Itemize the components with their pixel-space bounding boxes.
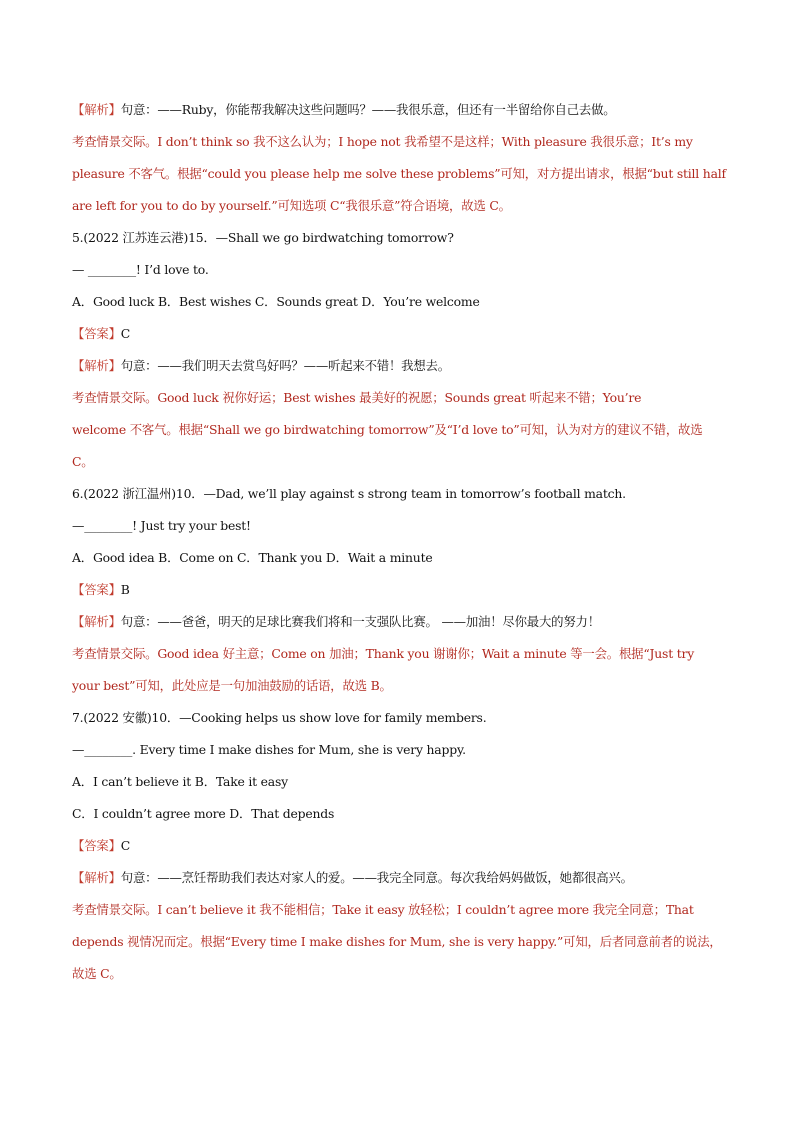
text-line <box>72 870 732 886</box>
line-text: 考查情景交际。I can’t believe it 我不能相信；Take it easy 放轻松；I couldn’t agree more 我完全同意；That <box>72 902 694 917</box>
section-tag: 【答案】 <box>72 326 121 341</box>
line-text: C <box>120 326 131 341</box>
line-text: 6.(2022 浙江温州)10．—Dad, we’ll play against s strong team in tomorrow’s football match. <box>72 486 626 501</box>
text-line <box>72 390 732 406</box>
text-line <box>72 166 732 182</box>
text-line <box>72 486 732 502</box>
text-line <box>72 678 732 694</box>
text-line <box>72 902 732 918</box>
text-line <box>72 582 732 598</box>
text-line <box>72 262 732 278</box>
text-line <box>72 934 732 950</box>
line-text: 句意：——烹饪帮助我们表达对家人的爱。——我完全同意。每次我给妈妈做饭，她都很高兴。 <box>120 870 633 885</box>
text-line <box>72 134 732 150</box>
line-text: welcome 不客气。根据“Shall we go birdwatching tomorrow”及“I’d love to”可知，认为对方的建议不错，故选 <box>72 422 703 437</box>
text-line <box>72 646 732 662</box>
line-text: pleasure 不客气。根据“could you please help me solve these problems”可知，对方提出请求，根据“but still half <box>72 166 726 181</box>
text-line <box>72 966 732 982</box>
section-tag: 【解析】 <box>72 870 121 885</box>
section-tag: 【解析】 <box>72 614 121 629</box>
line-text: 考查情景交际。Good idea 好主意；Come on 加油；Thank you 谢谢你；Wait a minute 等一会。根据“Just try <box>72 646 695 661</box>
text-line <box>72 102 732 118</box>
section-tag: 【解析】 <box>72 102 121 117</box>
line-text: B <box>120 582 130 597</box>
line-text: 考查情景交际。I don’t think so 我不这么认为；I hope not 我希望不是这样；With pleasure 我很乐意；It’s my <box>72 134 693 149</box>
text-line <box>72 326 732 342</box>
line-text: A．Good luck B．Best wishes C．Sounds great D．You’re welcome <box>72 294 480 309</box>
line-text: 故选 C。 <box>72 966 122 981</box>
text-line <box>72 838 732 854</box>
line-text: —________! Just try your best! <box>72 518 251 533</box>
text-line <box>72 230 732 246</box>
line-text: 句意：——爸爸，明天的足球比赛我们将和一支强队比赛。 ——加油！尽你最大的努力！ <box>120 614 600 629</box>
line-text: your best”可知，此处应是一句加油鼓励的话语，故选 B。 <box>72 678 392 693</box>
line-text: 句意：——Ruby，你能帮我解决这些问题吗？——我很乐意，但还有一半留给你自己去做。 <box>120 102 616 117</box>
line-text: — ________! I’d love to. <box>72 262 209 277</box>
line-text: A．I can’t believe it B．Take it easy <box>72 774 288 789</box>
text-line <box>72 518 732 534</box>
text-line <box>72 294 732 310</box>
section-tag: 【答案】 <box>72 838 121 853</box>
text-line <box>72 358 732 374</box>
line-text: are left for you to do by yourself.”可知选项 C“我很乐意”符合语境，故选 C。 <box>72 198 511 213</box>
line-text: 7.(2022 安徽)10．—Cooking helps us show love for family members. <box>72 710 487 725</box>
line-text: —________. Every time I make dishes for Mum, she is very happy. <box>72 742 466 757</box>
line-text: C．I couldn’t agree more D．That depends <box>72 806 335 821</box>
line-text: 考查情景交际。Good luck 祝你好运；Best wishes 最美好的祝愿；Sounds great 听起来不错；You’re <box>72 390 642 405</box>
line-text: A．Good idea B．Come on C．Thank you D．Wait a minute <box>72 550 433 565</box>
line-text: 句意：——我们明天去赏鸟好吗？——听起来不错！我想去。 <box>120 358 450 373</box>
text-line <box>72 806 732 822</box>
text-line <box>72 550 732 566</box>
line-text: depends 视情况而定。根据“Every time I make dishes for Mum, she is very happy.”可知，后者同意前者的说法， <box>72 934 722 949</box>
section-tag: 【解析】 <box>72 358 121 373</box>
text-line <box>72 198 732 214</box>
text-line <box>72 774 732 790</box>
text-line <box>72 422 732 438</box>
text-line <box>72 710 732 726</box>
text-line <box>72 742 732 758</box>
section-tag: 【答案】 <box>72 582 121 597</box>
line-text: C <box>120 838 131 853</box>
line-text: C。 <box>72 454 94 469</box>
text-line <box>72 454 732 470</box>
text-line <box>72 614 732 630</box>
line-text: 5.(2022 江苏连云港)15．—Shall we go birdwatching tomorrow? <box>72 230 454 245</box>
